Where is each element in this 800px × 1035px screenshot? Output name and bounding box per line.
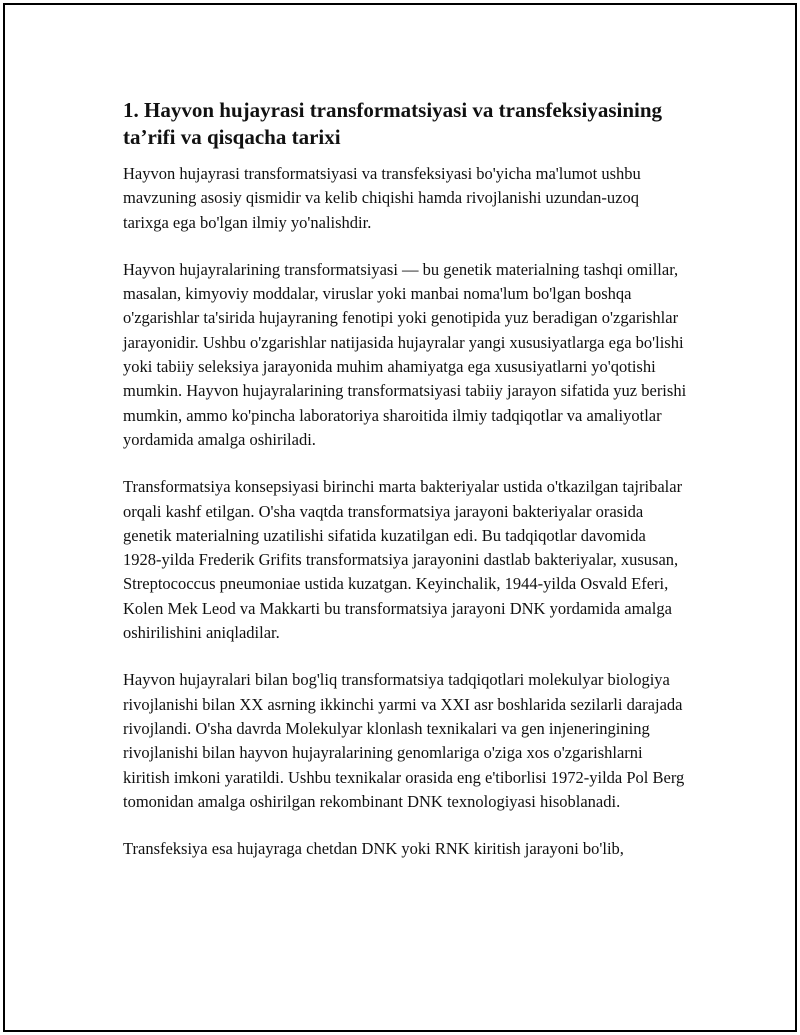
- page-frame: [3, 3, 797, 1032]
- paragraph-molecular-biology: Hayvon hujayralari bilan bog'liq transformatsiya tadqiqotlari molekulyar biologiya rivojlanishi bilan XX asrning ikkinchi yarmi va XXI asr boshlarida sezilarli darajada rivojlandi. O'sha davrda Molekulyar klonlash texnikalari va gen injeneringining rivojlanishi bilan hayvon hujayralarining genomlariga o'ziga xos o'zgarishlarni kiritish imkoni yaratildi. Ushbu texnikalar orasida eng e'tiborlisi 1972-yilda Pol Berg tomonidan amalga oshirilgan rekombinant DNK texnologiyasi hisoblanadi.: [123, 670, 685, 811]
- paragraph-transfection: Transfeksiya esa hujayraga chetdan DNK yoki RNK kiritish jarayoni bo'lib,: [123, 839, 624, 859]
- paragraph-transformation-definition: Hayvon hujayralarining transformatsiyasi — bu genetik materialning tashqi omillar, masalan, kimyoviy moddalar, viruslar yoki manbai noma'lum bo'lgan boshqa o'zgarishlar ta'sirida hujayraning fenotipi yoki genotipida yuz beradigan o'zgarishlar jarayonidir. Ushbu o'zgarishlar natijasida hujayralar yangi xususiyatlarga ega bo'lishi yoki tabiiy seleksiya jarayonida muhim ahamiyatga ega xususiyatlarni yo'qotishi mumkin. Hayvon hujayralarining transformatsiyasi tabiiy jarayon sifatida yuz berishi mumkin, ammo ko'pincha laboratoriya sharoitida ilmiy tadqiqotlar va amaliyotlar yordamida amalga oshiriladi.: [123, 259, 687, 449]
- paragraph-intro: Hayvon hujayrasi transformatsiyasi va transfeksiyasi bo'yicha ma'lumot ushbu mavzuning asosiy qismidir va kelib chiqishi hamda rivojlanishi uzundan-uzoq tarixga ega bo'lgan ilmiy yo'nalishdir.: [123, 164, 641, 232]
- section-heading: 1. Hayvon hujayrasi transformatsiyasi va transfeksiyasining ta’rifi va qisqacha tarixi: [123, 98, 663, 149]
- document-body: [123, 97, 688, 884]
- paragraph-history-bacteria: Transformatsiya konsepsiyasi birinchi marta bakteriyalar ustida o'tkazilgan tajribalar orqali kashf etilgan. O'sha vaqtda transformatsiya jarayoni bakteriyalar orasida genetik materialning uzatilishi sifatida kuzatilgan edi. Bu tadqiqotlar davomida 1928-yilda Frederik Grifits transformatsiya jarayonini dastlab bakteriyalar, xususan, Streptococcus pneumoniae ustida kuzatgan. Keyinchalik, 1944-yilda Osvald Eferi, Kolen Mek Leod va Makkarti bu transformatsiya jarayoni DNK yordamida amalga oshirilishini aniqladilar.: [123, 477, 683, 643]
